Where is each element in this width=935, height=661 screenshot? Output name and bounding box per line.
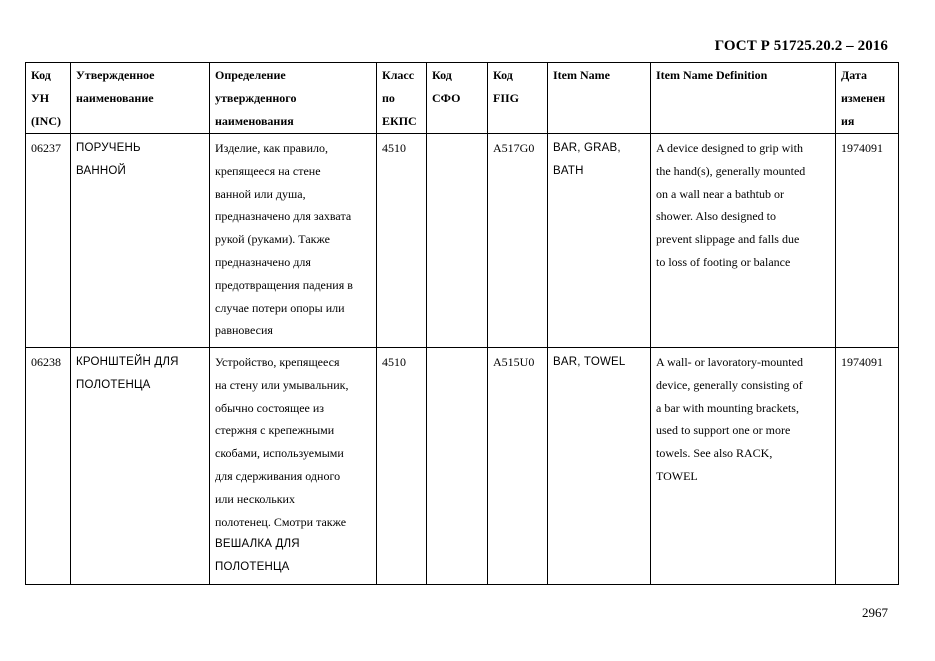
- cell-item-name: BAR, TOWEL: [548, 348, 651, 585]
- cell-ekps-class: 4510: [377, 348, 427, 585]
- cell-change-date: 1974091: [836, 348, 899, 585]
- cell-inc-code: 06238: [26, 348, 71, 585]
- item-names-table: [25, 62, 899, 585]
- cell-definition: Изделие, как правило, крепящееся на стене ванной или душа, предназначено для захвата рукой (руками). Также предназначено для предотвращения падения в случае потери опоры или равновесия: [210, 134, 377, 348]
- table-row: [26, 348, 899, 585]
- header-sfo-code: Код СФО: [427, 63, 488, 134]
- table-row: [26, 134, 899, 348]
- header-inc-code: Код УН (INC): [26, 63, 71, 134]
- cell-ekps-class: 4510: [377, 134, 427, 348]
- cell-fiig-code: A517G0: [488, 134, 548, 348]
- cell-item-name-definition: A wall- or lavoratory-mounted device, generally consisting of a bar with mounting brackets, used to support one or more towels. See also RACK, TOWEL: [651, 348, 836, 585]
- cell-sfo-code: [427, 134, 488, 348]
- header-approved-name: Утвержденное наименование: [71, 63, 210, 134]
- header-definition: Определение утвержденного наименования: [210, 63, 377, 134]
- cell-definition: Устройство, крепящееся на стену или умывальник, обычно состоящее из стержня с крепежными скобами, используемыми для сдерживания одного или нескольких полотенец. Смотри также ВЕШАЛКА ДЛЯ ПОЛОТЕНЦА: [210, 348, 377, 585]
- document-standard-title: ГОСТ Р 51725.20.2 – 2016: [714, 38, 888, 54]
- cell-fiig-code: A515U0: [488, 348, 548, 585]
- cell-change-date: 1974091: [836, 134, 899, 348]
- cell-approved-name: ПОРУЧЕНЬ ВАННОЙ: [71, 134, 210, 348]
- header-change-date: Дата изменен ия: [836, 63, 899, 134]
- cell-sfo-code: [427, 348, 488, 585]
- table-header-row: [26, 63, 899, 134]
- header-item-name: Item Name: [548, 63, 651, 134]
- header-item-name-definition: Item Name Definition: [651, 63, 836, 134]
- page-number: 2967: [862, 605, 888, 620]
- cell-inc-code: 06237: [26, 134, 71, 348]
- cell-approved-name: КРОНШТЕЙН ДЛЯ ПОЛОТЕНЦА: [71, 348, 210, 585]
- cell-item-name-definition: A device designed to grip with the hand(s), generally mounted on a wall near a bathtub or shower. Also designed to prevent slippage and falls due to loss of footing or balance: [651, 134, 836, 348]
- header-ekps-class: Класс по ЕКПС: [377, 63, 427, 134]
- header-fiig-code: Код FIIG: [488, 63, 548, 134]
- cell-item-name: BAR, GRAB, BATH: [548, 134, 651, 348]
